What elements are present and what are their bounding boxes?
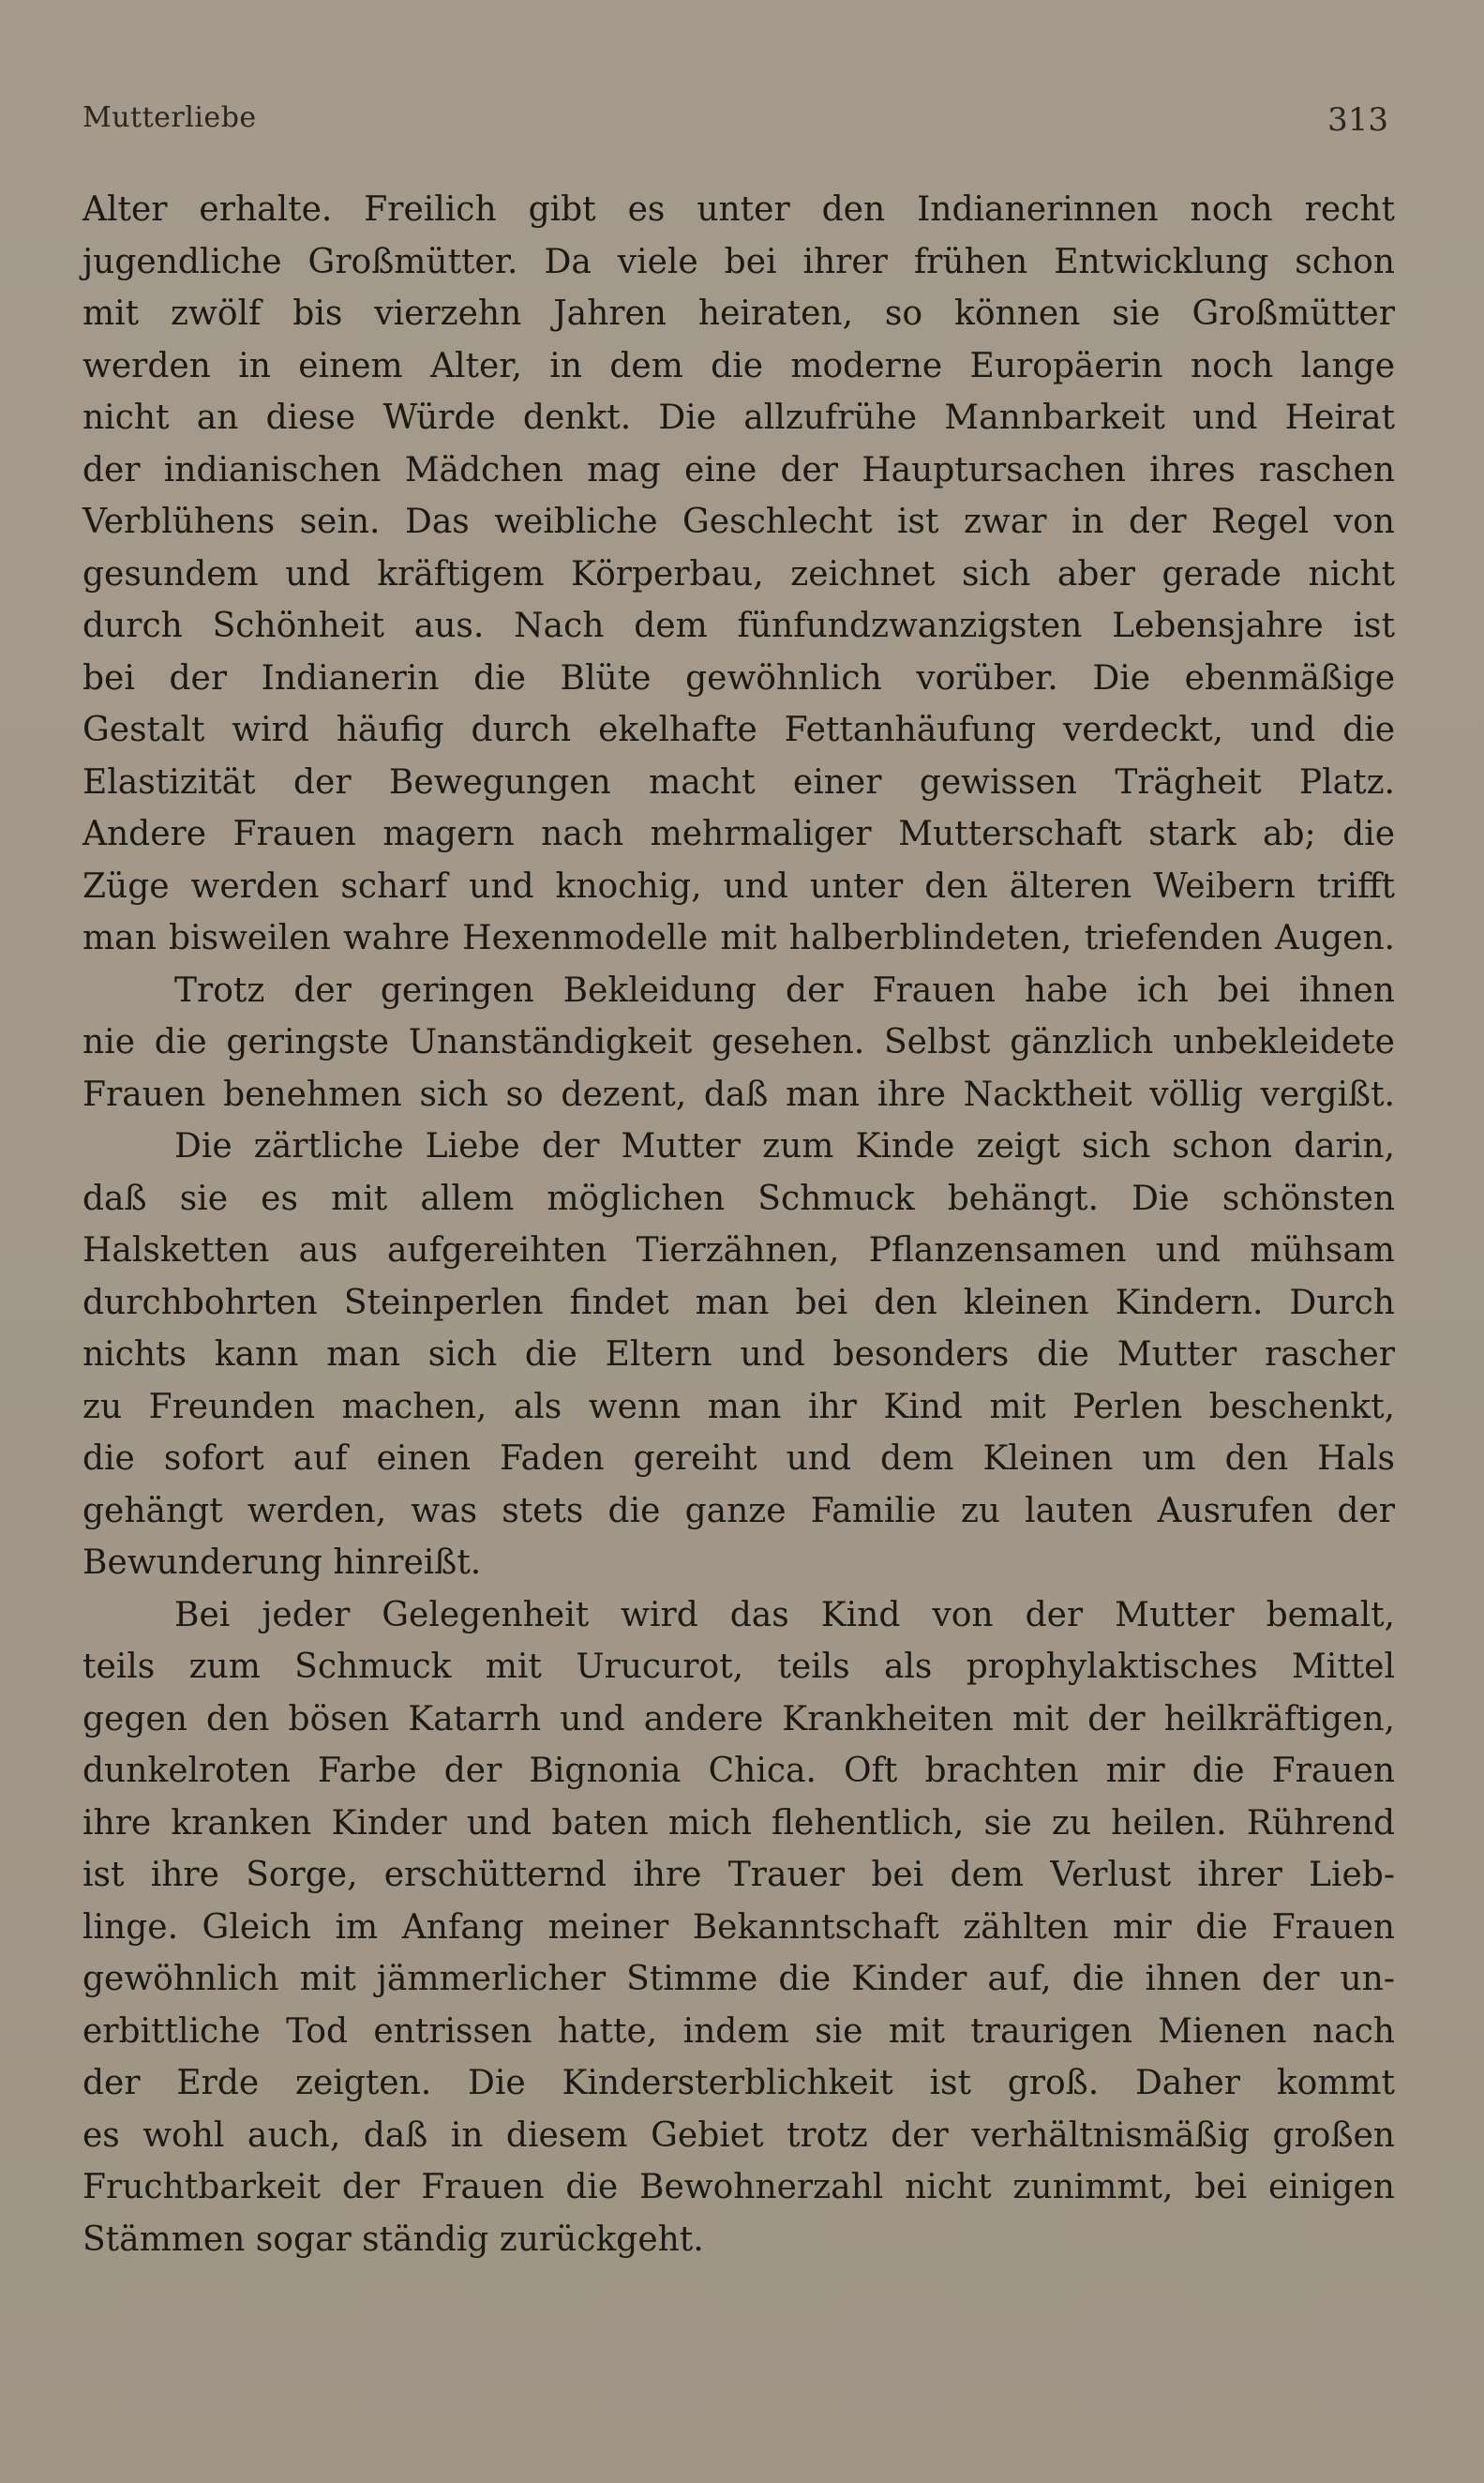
page-number: 313: [1327, 101, 1388, 139]
text-line: es wohl auch, daß in diesem Gebiet trotz der verhältnismäßig großen: [82, 2115, 1395, 2155]
text-line: Elastizität der Bewegungen macht einer gewissen Trägheit Platz.: [82, 762, 1395, 802]
text-line: Gestalt wird häufig durch ekelhafte Fettanhäufung verdeckt, und die: [82, 711, 1395, 749]
text-line: Frauen benehmen sich so dezent, daß man ihre Nacktheit völlig vergißt.: [82, 1075, 1395, 1114]
text-line: nicht an diese Würde denkt. Die allzufrühe Mannbarkeit und Heirat: [82, 399, 1395, 437]
text-line: Stämmen sogar ständig zurückgeht.: [82, 2220, 704, 2259]
text-line: Halsketten aus aufgereihten Tierzähnen, Pflanzensamen und mühsam: [82, 1231, 1395, 1270]
text-line: erbittliche Tod entrissen hatte, indem sie mit traurigen Mienen nach: [82, 2011, 1395, 2051]
text-line: dunkelroten Farbe der Bignonia Chica. Oft brachten mir die Frauen: [82, 1752, 1395, 1790]
text-line: gehängt werden, was stets die ganze Familie zu lauten Ausrufen der: [82, 1491, 1395, 1530]
text-line: die sofort auf einen Faden gereiht und dem Kleinen um den Hals: [82, 1439, 1395, 1478]
text-line: nichts kann man sich die Eltern und besonders die Mutter rascher: [82, 1335, 1395, 1374]
text-line: Die zärtliche Liebe der Mutter zum Kinde zeigt sich schon darin,: [174, 1127, 1395, 1166]
text-line: teils zum Schmuck mit Urucurot, teils als prophylaktisches Mittel: [82, 1648, 1395, 1686]
text-line: man bisweilen wahre Hexenmodelle mit halberblindeten, triefenden Augen.: [82, 919, 1395, 957]
text-line: Alter erhalte. Freilich gibt es unter den Indianerinnen noch recht: [82, 190, 1395, 229]
running-title: Mutterliebe: [82, 101, 257, 134]
text-line: jugendliche Großmütter. Da viele bei ihrer frühen Entwicklung schon: [82, 242, 1395, 281]
text-line: Verblühens sein. Das weibliche Geschlecht ist zwar in der Regel von: [82, 503, 1395, 541]
text-line: der indianischen Mädchen mag eine der Hauptursachen ihres raschen: [82, 450, 1395, 489]
text-line: mit zwölf bis vierzehn Jahren heiraten, so können sie Großmütter: [82, 294, 1395, 333]
text-line: werden in einem Alter, in dem die moderne Europäerin noch lange: [82, 346, 1395, 385]
text-line: Züge werden scharf und knochig, und unter den älteren Weibern trifft: [82, 866, 1395, 906]
text-line: Fruchtbarkeit der Frauen die Bewohnerzahl nicht zunimmt, bei einigen: [82, 2168, 1395, 2206]
text-line: zu Freunden machen, als wenn man ihr Kind mit Perlen beschenkt,: [82, 1387, 1395, 1426]
text-line: Bewunderung hinreißt.: [82, 1543, 482, 1582]
text-line: daß sie es mit allem möglichen Schmuck behängt. Die schönsten: [82, 1179, 1395, 1218]
text-line: gegen den bösen Katarrh und andere Krankheiten mit der heilkräftigen,: [82, 1699, 1395, 1738]
text-line: der Erde zeigten. Die Kindersterblichkeit ist groß. Daher kommt: [82, 2064, 1395, 2102]
text-line: Bei jeder Gelegenheit wird das Kind von der Mutter bemalt,: [174, 1595, 1395, 1634]
text-line: ihre kranken Kinder und baten mich flehentlich, sie zu heilen. Rührend: [82, 1803, 1395, 1843]
text-line: nie die geringste Unanständigkeit gesehen. Selbst gänzlich unbekleidete: [82, 1023, 1395, 1061]
text-line: durchbohrten Steinperlen findet man bei den kleinen Kindern. Durch: [82, 1283, 1395, 1322]
text-line: Andere Frauen magern nach mehrmaliger Mutterschaft stark ab; die: [82, 815, 1395, 853]
text-line: bei der Indianerin die Blüte gewöhnlich vorüber. Die ebenmäßige: [82, 658, 1395, 698]
page-header: [82, 101, 1388, 148]
text-line: Trotz der geringen Bekleidung der Frauen habe ich bei ihnen: [174, 971, 1395, 1010]
body-text: [82, 184, 1395, 2265]
text-line: ist ihre Sorge, erschütternd ihre Trauer bei dem Verlust ihrer Lieb-: [82, 1856, 1395, 1894]
text-line: linge. Gleich im Anfang meiner Bekanntschaft zählten mir die Frauen: [82, 1907, 1395, 1947]
text-line: durch Schönheit aus. Nach dem fünfundzwanzigsten Lebensjahre ist: [82, 607, 1395, 645]
text-line: gesundem und kräftigem Körperbau, zeichnet sich aber gerade nicht: [82, 554, 1395, 594]
text-line: gewöhnlich mit jämmerlicher Stimme die Kinder auf, die ihnen der un-: [82, 1960, 1395, 1998]
